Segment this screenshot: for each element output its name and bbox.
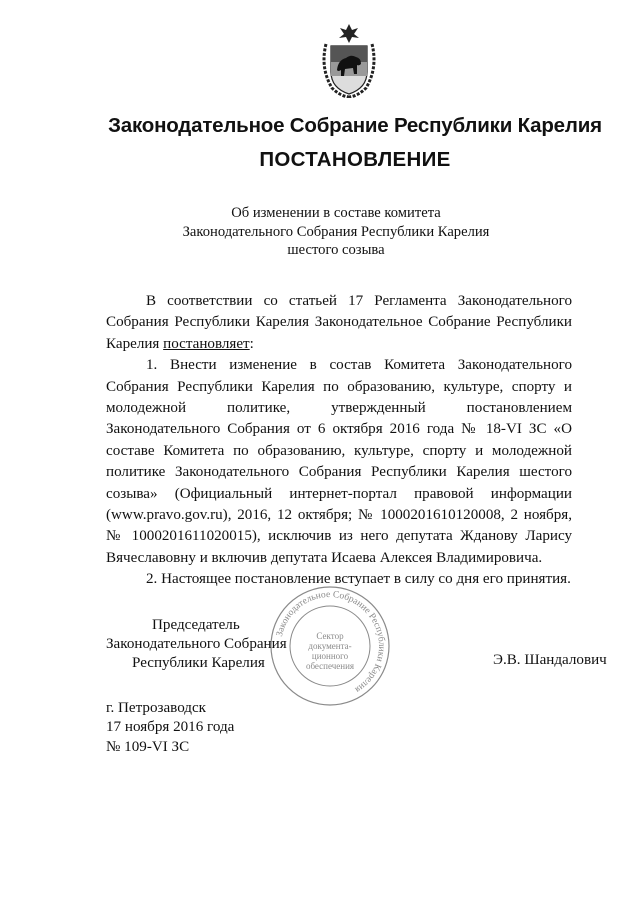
subject-line-2: Законодательного Собрания Республики Карелия: [182, 223, 490, 240]
svg-text:документа-: документа-: [308, 641, 352, 651]
city: г. Петрозаводск: [106, 700, 207, 716]
document-body: [106, 291, 572, 591]
coat-of-arms-icon: [318, 24, 380, 98]
svg-text:ционного: ционного: [311, 651, 349, 661]
organization-title: Законодательное Собрание Республики Карелия: [108, 114, 602, 137]
item-2-paragraph: 2. Настоящее постановление вступает в силу со дня его принятия.: [146, 571, 571, 588]
svg-text:обеспечения: обеспечения: [305, 661, 355, 671]
signer-position-line-1: Председатель: [152, 617, 240, 633]
date: 17 ноября 2016 года: [106, 719, 235, 736]
signer-position-line-3: Республики Карелия: [132, 655, 265, 671]
document-footer: [106, 699, 234, 757]
subject-line-3: шестого созыва: [287, 242, 385, 258]
intro-paragraph: [106, 291, 572, 355]
document-number: № 109-VI ЗС: [106, 738, 190, 755]
stamp-ring-text: Законодательное Собрание Республики Карелия: [274, 589, 387, 695]
intro-text: В соответствии со статьей 17 Регламента Законодательного Собрания Республики Карелия Законодательное Собрание Республики Карелия: [106, 293, 572, 352]
signer-position-line-2: Законодательного Собрания: [106, 636, 287, 652]
decree-word: постановляет: [163, 335, 250, 352]
decree-colon: :: [249, 335, 254, 352]
document-type-title: ПОСТАНОВЛЕНИЕ: [259, 148, 451, 171]
document-subject: [160, 204, 512, 260]
item-1-paragraph: 1. Внести изменение в состав Комитета Законодательного Собрания Республики Карелия по образованию, культуре, спорту и молодежной политике, утвержденный постановлением Законодательного Собрания от 6 октября 2016 года № 18-VI ЗС «О составе Комитета по образованию, культуре, спорту и молодежной политике Законодательного Собрания Республики Карелия шестого созыва» (Официальный интернет-портал правовой информации (www.pravo.gov.ru), 2016, 12 октября; № 1000201610120008, 2 ноября, № 1000201611020015), исключив из него депутата Жданову Ларису Вячеславовну и включив депутата Исаева Алексея Владимировича.: [106, 357, 572, 566]
signer-name: Э.В. Шандалович: [493, 652, 607, 668]
subject-line-1: Об изменении в составе комитета: [231, 205, 441, 221]
svg-text:Сектор: Сектор: [316, 631, 344, 641]
